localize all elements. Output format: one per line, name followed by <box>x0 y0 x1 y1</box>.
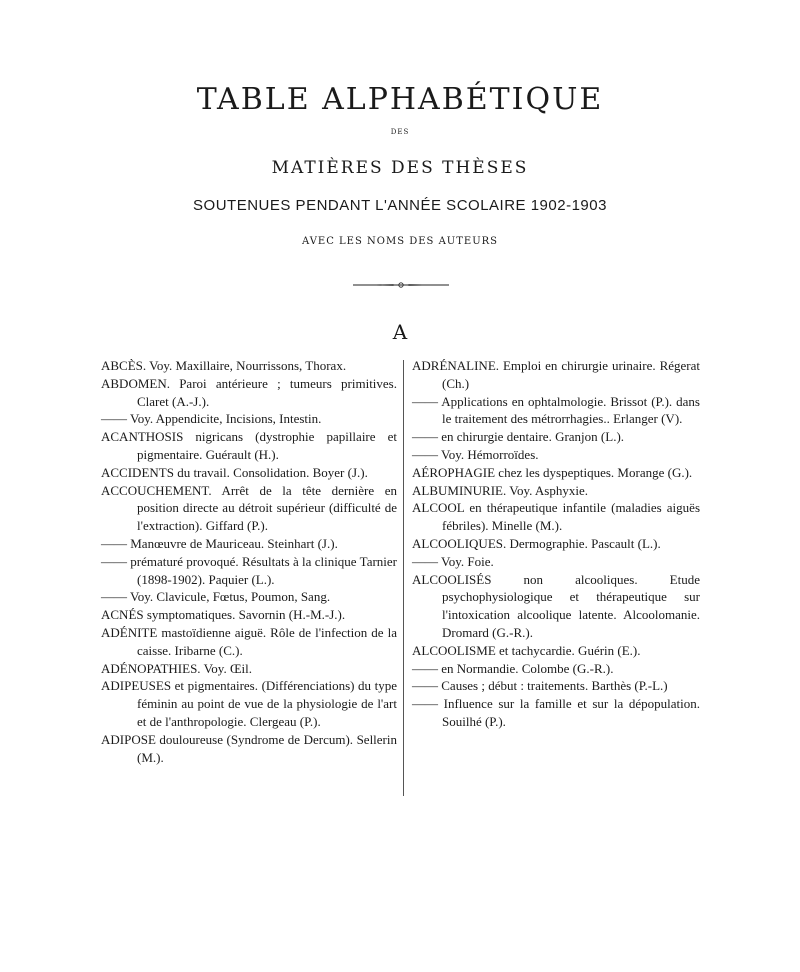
subtitle: MATIÈRES DES THÈSES <box>271 158 529 178</box>
index-entry: —— Voy. Foie. <box>412 553 494 569</box>
index-entry: ADÉNITE mastoïdienne aiguë. Rôle de l'infection de la caisse. Iribarne (C.). <box>101 624 397 658</box>
index-entry: ACCOUCHEMENT. Arrêt de la tête dernière en position directe au détroit supérieur (difficulté de l'extraction). Giffard (P.). <box>101 482 397 534</box>
index-entry: ADIPEUSES et pigmentaires. (Différenciations) du type féminin au point de vue de la physiologie de l'art et de l'anthropologie. Clergeau (P.). <box>101 678 397 729</box>
index-entry: ADRÉNALINE. Emploi en chirurgie urinaire. Régerat (Ch.) <box>412 358 700 391</box>
index-entry: —— Causes ; début : traitements. Barthès (P.-L.) <box>412 678 668 694</box>
index-entry: —— en chirurgie dentaire. Granjon (L.). <box>412 429 625 445</box>
ornament-divider <box>353 280 449 290</box>
column-rule <box>403 360 404 796</box>
index-entry: —— Manœuvre de Mauriceau. Steinhart (J.). <box>101 535 338 551</box>
index-entry: —— Voy. Clavicule, Fœtus, Poumon, Sang. <box>101 589 331 605</box>
authors-line: AVEC LES NOMS DES AUTEURS <box>301 236 499 247</box>
index-entry: —— Applications en ophtalmologie. Brissot (P.). dans le traitement des métrorrhagies.. Erlanger (V). <box>412 393 700 427</box>
index-entry: ALCOOL en thérapeutique infantile (maladies aiguës fébriles). Minelle (M.). <box>412 500 700 534</box>
index-entry: —— Voy. Appendicite, Incisions, Intestin. <box>101 411 322 427</box>
index-entry: ACCIDENTS du travail. Consolidation. Boyer (J.). <box>101 464 368 480</box>
index-entry: ABDOMEN. Paroi antérieure ; tumeurs primitives. Claret (A.-J.). <box>101 375 397 409</box>
index-entry: ALCOOLIQUES. Dermographie. Pascault (L.). <box>412 535 661 551</box>
page-title: TABLE ALPHABÉTIQUE <box>196 82 604 117</box>
index-entry: ADIPOSE douloureuse (Syndrome de Dercum). Sellerin (M.). <box>101 731 397 765</box>
left-column <box>101 357 397 766</box>
index-entry: ACANTHOSIS nigricans (dystrophie papillaire et pigmentaire. Guérault (H.). <box>101 429 397 462</box>
section-letter: A <box>392 320 408 344</box>
index-entry: ADÉNOPATHIES. Voy. Œil. <box>101 660 252 676</box>
index-entry: —— Influence sur la famille et sur la dépopulation. Souilhé (P.). <box>412 696 700 729</box>
index-entry: ALCOOLISÉS non alcooliques. Etude psychophysiologique et thérapeutique sur l'intoxication alcoolique latente. Alcoolomanie. Dromard (G.-R.). <box>412 571 700 640</box>
index-entry: —— prématuré provoqué. Résultats à la clinique Tarnier (1898-1902). Paquier (L.). <box>101 553 397 587</box>
index-entry: ALBUMINURIE. Voy. Asphyxie. <box>412 482 588 498</box>
index-entry: ABCÈS. Voy. Maxillaire, Nourrissons, Thorax. <box>101 358 347 373</box>
index-entry: —— Voy. Hémorroïdes. <box>412 446 539 462</box>
subtitle-year: SOUTENUES PENDANT L'ANNÉE SCOLAIRE 1902-1903 <box>193 197 607 214</box>
des-label: DES <box>390 128 410 136</box>
index-entry: —— en Normandie. Colombe (G.-R.). <box>412 660 614 676</box>
right-column <box>412 357 700 731</box>
index-entry: ALCOOLISME et tachycardie. Guérin (E.). <box>412 642 641 658</box>
index-entry: ACNÉS symptomatiques. Savornin (H.-M.-J.). <box>101 607 346 623</box>
index-entry: AÉROPHAGIE chez les dyspeptiques. Morange (G.). <box>412 464 693 480</box>
